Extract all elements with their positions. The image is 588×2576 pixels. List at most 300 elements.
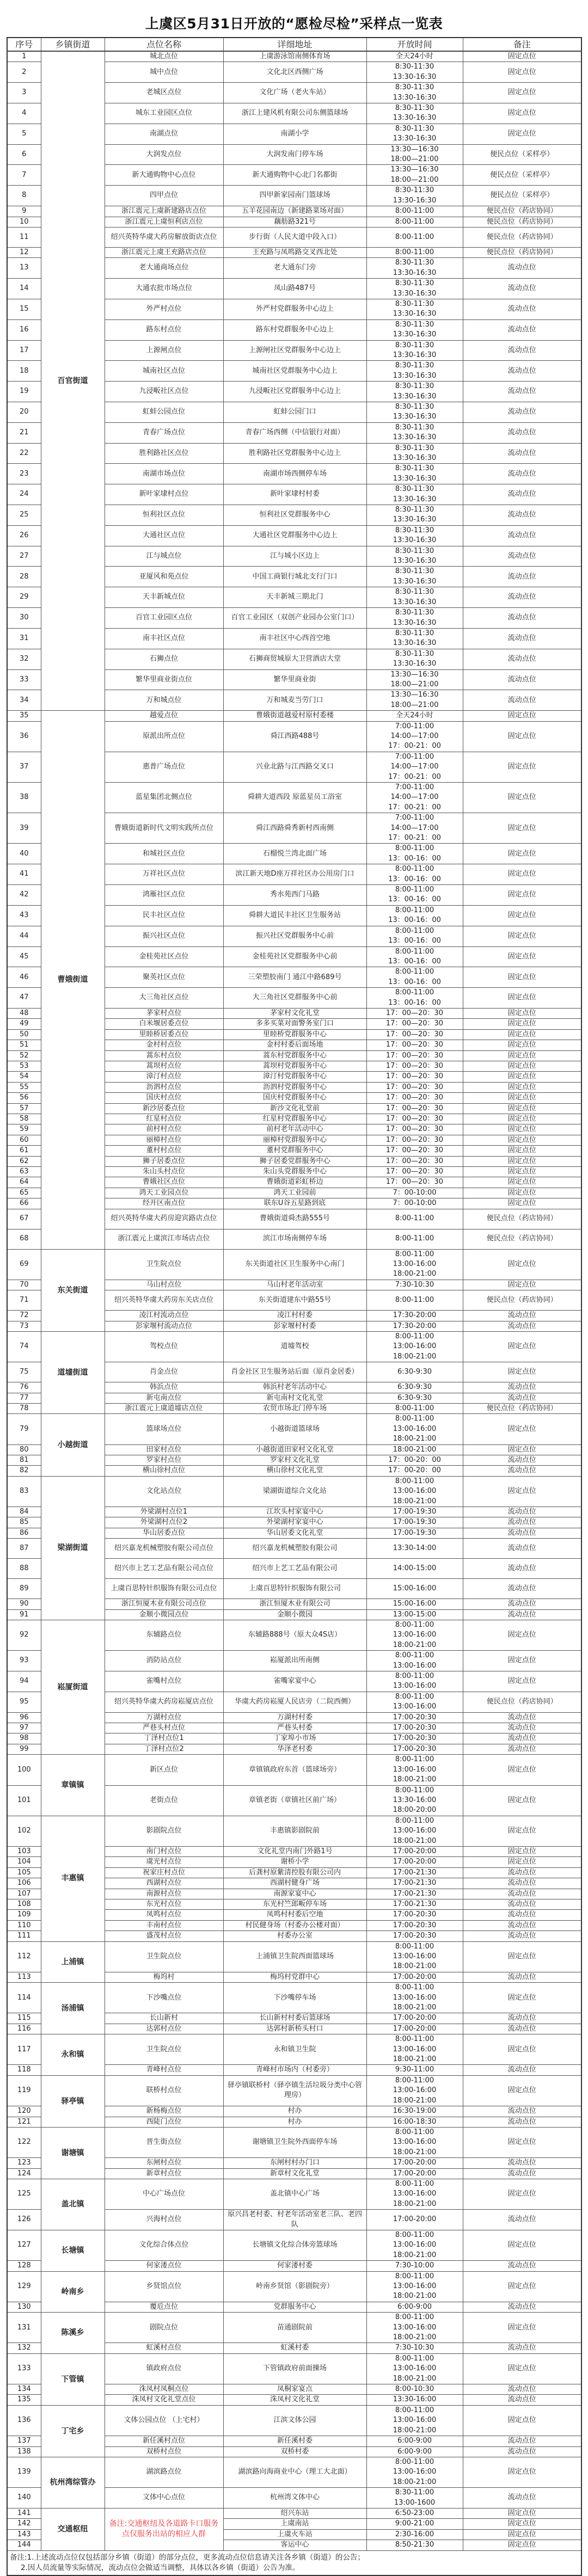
site-remark: 固定点位 <box>463 2519 581 2529</box>
town-cell: 杭州湾综管办 <box>41 2457 105 2508</box>
row-number: 58 <box>7 1114 41 1124</box>
row-number: 73 <box>7 1321 41 1331</box>
site-address: 江与城小区边上 <box>223 546 366 567</box>
table-row <box>7 51 581 62</box>
open-time: 17：00—20：30 <box>366 1019 463 1029</box>
site-name: 蒿坝村点位 <box>105 1061 223 1071</box>
site-name: 横山徐村点位 <box>105 1466 223 1476</box>
site-remark: 固定点位 <box>463 1114 581 1124</box>
open-time: 8:30-11:30 13:30-16:30 <box>366 525 463 546</box>
row-number: 34 <box>7 690 41 711</box>
site-address: 文化礼堂内南门外路1号 <box>223 1846 366 1856</box>
row-number: 12 <box>7 247 41 257</box>
site-remark: 流动点位 <box>463 319 581 340</box>
open-time: 8:00-11:00 13：00-16：00 <box>366 988 463 1009</box>
row-number: 52 <box>7 1050 41 1061</box>
site-address: 永和镇卫生院 <box>223 2034 366 2065</box>
row-number: 36 <box>7 721 41 752</box>
site-remark: 固定点位 <box>463 905 581 926</box>
site-name: 彭家堰村流动点位 <box>105 1321 223 1331</box>
table-row <box>7 2313 581 2343</box>
open-time: 8:00-11:00 13:00-16:00 18:00-21:00 <box>366 2405 463 2436</box>
open-time: 7:30-10:30 <box>366 1280 463 1290</box>
open-time: 8:00-11:00 13:00-16:00 18:00-21:00 <box>366 2353 463 2384</box>
site-name: 罗家村点位 <box>105 1455 223 1466</box>
open-time: 8:30-11:00 13:00-1600 <box>366 2488 463 2509</box>
site-name: 东闸村点位 <box>105 2158 223 2168</box>
site-remark: 流动点位 <box>463 1867 581 1878</box>
row-number: 80 <box>7 1444 41 1455</box>
site-remark: 固定点位 <box>463 1198 581 1209</box>
table-row <box>7 1476 581 1507</box>
row-number: 57 <box>7 1103 41 1114</box>
open-time: 6:30-9:30 <box>366 1362 463 1382</box>
site-name: 董村村点位 <box>105 1146 223 1156</box>
site-name: 上源闸点位 <box>105 340 223 361</box>
open-time: 7:00-11:00 14:00—17:00 17：00-21：00 <box>366 752 463 782</box>
site-name: 上虞百思特针织服饰有限公司点位 <box>105 1579 223 1599</box>
site-address: 董村党群服务中心 <box>223 1146 366 1156</box>
site-remark: 固定点位 <box>463 2529 581 2540</box>
site-address: 青峰村市场内（村委旁） <box>223 2065 366 2075</box>
site-address: 村办 <box>223 2106 366 2117</box>
open-time: 8:00-11:00 13:00-16:00 18:00-21:00 <box>366 2075 463 2106</box>
site-address: 石狮商贸城原大卫营酒店大堂 <box>223 649 366 669</box>
open-time: 13:30—16:30 18:00—21:00 <box>366 669 463 690</box>
site-address: 中国工商银行城北支行门口 <box>223 567 366 587</box>
open-time: 8:30-11:30 13:30-16:30 <box>366 649 463 669</box>
site-remark: 固定点位 <box>463 1332 581 1362</box>
site-remark: 固定点位 <box>463 926 581 946</box>
open-time: 8:30-11:30 13:30-16:30 <box>366 258 463 279</box>
open-time: 17:00-20:30 <box>366 1910 463 1920</box>
site-address: 凌江村村委 <box>223 1311 366 1321</box>
open-time: 8:30-11:30 13:30-16:30 <box>366 103 463 124</box>
site-remark: 固定点位 <box>463 1249 581 1280</box>
site-remark: 固定点位 <box>463 1362 581 1382</box>
site-name: 虹蚌公园点位 <box>105 402 223 422</box>
row-number: 133 <box>7 2353 41 2384</box>
open-time: 8:30-11:30 13:30-16:30 <box>366 124 463 144</box>
site-address: 江滨文体公园 <box>223 2405 366 2436</box>
site-name: 百官工业园区点位 <box>105 608 223 629</box>
site-address: 东关街道建东中路55号 <box>223 1290 366 1311</box>
table-row <box>7 1816 581 1846</box>
row-number: 135 <box>7 2395 41 2405</box>
site-address: 外严村党群服务中心边上 <box>223 299 366 319</box>
site-name: 卫生院点位 <box>105 1941 223 1972</box>
site-name: 外严村点位 <box>105 299 223 319</box>
row-number: 85 <box>7 1517 41 1528</box>
row-number: 53 <box>7 1061 41 1071</box>
site-remark: 流动点位 <box>463 1878 581 1889</box>
open-time: 7:00-11:00 14:00—17:00 17：00-21：00 <box>366 783 463 813</box>
site-name: 金顺小微园点位 <box>105 1609 223 1620</box>
site-address: 马山村老年活动室 <box>223 1280 366 1290</box>
site-remark: 便民点位（药店协同） <box>463 1290 581 1311</box>
site-remark: 固定点位 <box>463 1651 581 1671</box>
open-time: 8:30-11:30 13:30-16:30 <box>366 464 463 484</box>
site-remark: 固定点位 <box>463 1040 581 1050</box>
open-time: 13:30-16:00 <box>366 2395 463 2405</box>
town-cell: 梁湖街道 <box>41 1476 105 1620</box>
footnote-row <box>7 2550 581 2575</box>
open-time: 14:00-15:00 <box>366 1559 463 1579</box>
table-row <box>7 2353 581 2384</box>
open-time: 8:00-11:00 13:00-16:00 <box>366 1692 463 1712</box>
town-cell: 陈溪乡 <box>41 2313 105 2354</box>
site-remark: 流动点位 <box>463 1559 581 1579</box>
row-number: 110 <box>7 1920 41 1931</box>
open-time: 17：00—20：30 <box>366 1040 463 1050</box>
site-remark: 固定点位 <box>463 1050 581 1061</box>
site-remark: 便民点位（药店协同） <box>463 206 581 217</box>
open-time: 16:30-19:00 <box>366 2106 463 2117</box>
site-remark: 流动点位 <box>463 1899 581 1909</box>
site-address: 五羊花园南边（新建路菜场对面） <box>223 206 366 217</box>
row-number: 11 <box>7 227 41 247</box>
site-name: 恒利社区点位 <box>105 505 223 526</box>
row-number: 3 <box>7 83 41 103</box>
site-address: 老大通东门旁 <box>223 258 366 279</box>
site-name: 南丰社区点位 <box>105 628 223 649</box>
site-address: 洙凤村文化礼堂 <box>223 2395 366 2405</box>
row-number: 104 <box>7 1857 41 1867</box>
site-name: 新区点位 <box>105 1755 223 1785</box>
open-time: 8:00-11:00 <box>366 1290 463 1311</box>
row-number: 28 <box>7 567 41 587</box>
site-address: 浙江恒厦木业有限公司 <box>223 1599 366 1609</box>
site-name: 何家溇点位 <box>105 2261 223 2271</box>
site-name: 金村村点位 <box>105 1040 223 1050</box>
site-address: 横山徐村文化礼堂 <box>223 1466 366 1476</box>
site-remark: 固定点位 <box>463 2540 581 2550</box>
row-number: 22 <box>7 443 41 464</box>
site-address: 文化广场（老火车站） <box>223 83 366 103</box>
table-row <box>7 711 581 721</box>
row-number: 113 <box>7 1972 41 1982</box>
open-time: 8:00-11:00 13:00-16:00 18:00-21:00 <box>366 2034 463 2065</box>
open-time: 6:00-9:00 <box>366 2302 463 2312</box>
open-time: 8:30-11:30 13:30-16:30 <box>366 340 463 361</box>
row-number: 65 <box>7 1188 41 1198</box>
row-number: 142 <box>7 2519 41 2529</box>
site-remark: 便民点位（药店协同） <box>463 227 581 247</box>
row-number: 15 <box>7 299 41 319</box>
row-number: 8 <box>7 186 41 206</box>
row-number: 78 <box>7 1404 41 1414</box>
open-time: 13:30-14:00 <box>366 1539 463 1559</box>
open-time: 17:00-20:00 <box>366 2168 463 2179</box>
table-header-row <box>7 38 581 51</box>
open-time: 13:30—16:30 18:00—21:00 <box>366 144 463 165</box>
site-remark: 流动点位 <box>463 2395 581 2405</box>
open-time: 17：00—20：30 <box>366 1029 463 1040</box>
row-number: 14 <box>7 279 41 299</box>
row-number: 32 <box>7 649 41 669</box>
site-address: 凤鸣村村委后空地 <box>223 1910 366 1920</box>
site-name: 繁华里商业街点位 <box>105 669 223 690</box>
open-time: 13:30—16:30 18:00—21:00 <box>366 690 463 711</box>
site-name: 新任溪村点位 <box>105 2436 223 2446</box>
open-time: 17:00-20:00 <box>366 1846 463 1856</box>
site-address: 长山新村村委后篮球场 <box>223 2013 366 2024</box>
row-number: 72 <box>7 1311 41 1321</box>
header-remark: 备注 <box>463 38 581 51</box>
site-address: 双桥村委 <box>223 2446 366 2457</box>
open-time: 8:30-11:30 13:30-16:30 <box>366 443 463 464</box>
site-address: 藕舫路321号 <box>223 217 366 227</box>
open-time: 6:30-9:30 <box>366 1393 463 1403</box>
row-number: 74 <box>7 1332 41 1362</box>
site-address: 新屯南村文化礼堂 <box>223 1393 366 1403</box>
site-address: 湖滨路向海商业中心（理工大北面） <box>223 2457 366 2487</box>
site-remark: 固定点位 <box>463 1755 581 1785</box>
site-name: 里睦桥居委点位 <box>105 1029 223 1040</box>
row-number: 54 <box>7 1072 41 1082</box>
site-address: 曹娥街道彩虹桥边 <box>223 1177 366 1188</box>
row-number: 5 <box>7 124 41 144</box>
site-remark: 固定点位 <box>463 1941 581 1972</box>
site-name: 万和城点位 <box>105 690 223 711</box>
row-number: 48 <box>7 1008 41 1018</box>
open-time: 8:00-11:00 13:00-16:00 18:00-21:00 <box>366 2230 463 2260</box>
open-time: 8:00-11:00 13:00-16:00 18:00-21:00 <box>366 1816 463 1846</box>
row-number: 88 <box>7 1559 41 1579</box>
site-remark: 流动点位 <box>463 402 581 422</box>
site-remark: 流动点位 <box>463 2488 581 2509</box>
site-name: 绍兴嘉龙机械塑胶有限公司点位 <box>105 1539 223 1559</box>
row-number: 143 <box>7 2529 41 2540</box>
site-address: 新任溪村委 <box>223 2436 366 2446</box>
open-time: 8:50-21:30 <box>366 2540 463 2550</box>
site-address: 达郭村新桥头村口 <box>223 2024 366 2034</box>
site-address: 肖金社区卫生服务站后面（原肖金居委） <box>223 1362 366 1382</box>
row-number: 108 <box>7 1899 41 1909</box>
site-address: 新沙文化礼堂前 <box>223 1103 366 1114</box>
site-remark: 固定点位 <box>463 124 581 144</box>
open-time: 8:00-11:00 13：00-16：00 <box>366 926 463 946</box>
row-number: 64 <box>7 1177 41 1188</box>
site-remark: 固定点位 <box>463 62 581 83</box>
site-address: 茅家村文化礼堂 <box>223 1008 366 1018</box>
site-remark: 流动点位 <box>463 443 581 464</box>
open-time: 17:00-20:30 <box>366 1723 463 1733</box>
row-number: 107 <box>7 1889 41 1899</box>
header-open-time: 开放时间 <box>366 38 463 51</box>
open-time: 17:00-21:30 <box>366 1867 463 1878</box>
table-row <box>7 1755 581 1785</box>
site-name: 南湖市场点位 <box>105 464 223 484</box>
footnote <box>7 2550 581 2575</box>
site-name: 剧院点位 <box>105 2313 223 2343</box>
site-name: 绍兴市上艺工艺品有限公司点位 <box>105 1559 223 1579</box>
site-remark: 固定点位 <box>463 1188 581 1198</box>
site-address: 村办 <box>223 2117 366 2127</box>
site-address: 小越街道田家村文化礼堂 <box>223 1444 366 1455</box>
open-time: 8:30-11:30 13:30-16:30 <box>366 319 463 340</box>
site-address: 东关街道社区卫生服务中心南门 <box>223 1249 366 1280</box>
site-address: 驿亭镇联桥村（驿亭镇生活垃圾分类中心管理房） <box>223 2075 366 2106</box>
site-remark: 固定点位 <box>463 864 581 885</box>
site-address: 三荣塑胶南门 通江中路689号 <box>223 967 366 988</box>
site-name: 江与城点位 <box>105 546 223 567</box>
open-time: 17:00-19:30 <box>366 1517 463 1528</box>
site-address: 虹溪村委 <box>223 2343 366 2353</box>
site-address: 恒利社区党群服务中心 <box>223 505 366 526</box>
header-town: 乡镇街道 <box>41 38 105 51</box>
town-cell: 曹娥街道 <box>41 711 105 1249</box>
site-address: 梁湖街道综合文化站 <box>223 1476 366 1507</box>
site-address: 崧厦派出所南侧 <box>223 1651 366 1671</box>
row-number: 17 <box>7 340 41 361</box>
row-number: 122 <box>7 2127 41 2157</box>
open-time: 8:30-11:30 13:30-16:30 <box>366 567 463 587</box>
site-address: 滨江市场南侧停车场 <box>223 1229 366 1249</box>
site-name: 大润发点位 <box>105 144 223 165</box>
table-row <box>7 1414 581 1444</box>
site-address: 南丰社区中心西首空地 <box>223 628 366 649</box>
open-time: 17：00—20：30 <box>366 1156 463 1166</box>
site-name: 马山村点位 <box>105 1280 223 1290</box>
town-cell: 交通枢纽 <box>41 2508 105 2550</box>
site-remark: 流动点位 <box>463 2436 581 2446</box>
site-remark: 固定点位 <box>463 1072 581 1082</box>
row-number: 45 <box>7 946 41 967</box>
site-name: 狮子居委点位 <box>105 1156 223 1166</box>
town-cell: 小越街道 <box>41 1414 105 1476</box>
site-remark: 流动点位 <box>463 2065 581 2075</box>
site-name: 万祥社区点位 <box>105 864 223 885</box>
open-time: 17：00—20：30 <box>366 1103 463 1114</box>
site-address: 百官工业园区（双创产业园办公室门口） <box>223 608 366 629</box>
row-number: 109 <box>7 1910 41 1920</box>
row-number: 62 <box>7 1156 41 1166</box>
town-cell: 丁宅乡 <box>41 2405 105 2457</box>
row-number: 97 <box>7 1723 41 1733</box>
row-number: 125 <box>7 2179 41 2209</box>
row-number: 121 <box>7 2117 41 2127</box>
site-name: 老城区点位 <box>105 83 223 103</box>
site-name: 祝家庄村点位 <box>105 1867 223 1878</box>
site-address: 章镇镇政府东首（篮球场旁） <box>223 1755 366 1785</box>
open-time: 17:30-20:00 <box>366 1311 463 1321</box>
town-cell: 下管镇 <box>41 2353 105 2405</box>
site-remark: 便民点位（药店协同） <box>463 1229 581 1249</box>
site-name: 外梁湖村点位2 <box>105 1517 223 1528</box>
row-number: 35 <box>7 711 41 721</box>
site-remark: 固定点位 <box>463 783 581 813</box>
table-row <box>7 2457 581 2487</box>
row-number: 116 <box>7 2024 41 2034</box>
site-remark: 固定点位 <box>463 946 581 967</box>
open-time: 17:00-19:30 <box>366 1507 463 1517</box>
row-number: 19 <box>7 382 41 402</box>
site-remark: 固定点位 <box>463 2127 581 2157</box>
open-time: 8:30-11:30 13:30-16:30 <box>366 587 463 608</box>
site-remark: 流动点位 <box>463 1744 581 1754</box>
town-cell: 丰惠镇 <box>41 1816 105 1941</box>
row-number: 59 <box>7 1124 41 1135</box>
site-address: 东光村竺郎畈停车场 <box>223 1899 366 1909</box>
site-name: 文体公园点位 （上宅村） <box>105 2405 223 2436</box>
open-time: 17：00—20：30 <box>366 1135 463 1145</box>
site-name: 肖金点位 <box>105 1362 223 1382</box>
site-name: 华山居委点位 <box>105 1528 223 1538</box>
site-address: 章镇老街（章镇社区前广场） <box>223 1785 366 1816</box>
site-address: 联东U谷五星路到底 <box>223 1198 366 1209</box>
site-address: 舜耕大道西段 原蓝星员工浴室 <box>223 783 366 813</box>
row-number: 77 <box>7 1393 41 1403</box>
open-time: 6:50-23:00 <box>366 2508 463 2518</box>
site-remark: 固定点位 <box>463 1280 581 1290</box>
open-time: 17：00—20：30 <box>366 1146 463 1156</box>
site-remark: 流动点位 <box>463 1382 581 1393</box>
open-time: 8:30-11:30 13:30-16:30 <box>366 628 463 649</box>
site-address: 杭州湾文体中心 <box>223 2488 366 2509</box>
site-remark: 流动点位 <box>463 546 581 567</box>
site-address: 农贸市场北门停车场 <box>223 1404 366 1414</box>
row-number: 118 <box>7 2065 41 2075</box>
site-name: 凤鸣村点位 <box>105 1910 223 1920</box>
site-address: 滨江新天地D座万祥社区办公用房门口 <box>223 864 366 885</box>
site-address: 梅坞村党群中心 <box>223 1972 366 1982</box>
site-address: 大三角社区党群服务中心前 <box>223 988 366 1009</box>
site-name: 胜利路社区点位 <box>105 443 223 464</box>
open-time: 15:00-16:00 <box>366 1579 463 1599</box>
site-remark: 流动点位 <box>463 2343 581 2353</box>
site-address: 盖北镇中心广场 <box>223 2179 366 2209</box>
open-time: 17:00-20:00 <box>366 2013 463 2024</box>
row-number: 83 <box>7 1476 41 1507</box>
open-time: 17:00-20:30 <box>366 1920 463 1931</box>
site-remark: 固定点位 <box>463 1785 581 1816</box>
site-name: 双桥村点位 <box>105 2446 223 2457</box>
site-name: 城北点位 <box>105 51 223 62</box>
row-number: 138 <box>7 2446 41 2457</box>
site-address: 东闸村村办门口 <box>223 2158 366 2168</box>
row-number: 103 <box>7 1846 41 1856</box>
site-remark: 固定点位 <box>463 1177 581 1188</box>
site-address: 苗通剧院前 <box>223 2313 366 2343</box>
site-remark: 流动点位 <box>463 669 581 690</box>
open-time: 8:00-11:00 13:00-16:00 18:00-21:00 <box>366 1332 463 1362</box>
site-name: 越爱点位 <box>105 711 223 721</box>
open-time: 8:00-11:00 <box>366 227 463 247</box>
site-name: 蓝星集团北侧点位 <box>105 783 223 813</box>
open-time: 8:00-11:00 13:00-16:00 18:00-21:00 <box>366 2457 463 2487</box>
site-name: 城南社区点位 <box>105 361 223 382</box>
site-remark: 流动点位 <box>463 2158 581 2168</box>
page-title: 上虞区5月31日开放的“愿检尽检”采样点一览表 <box>145 16 443 32</box>
site-remark: 固定点位 <box>463 103 581 124</box>
open-time: 6:00-9:00 <box>366 2446 463 2457</box>
open-time: 8:00-11:00 13:00-16:00 18:00-21:00 <box>366 1414 463 1444</box>
open-time: 17:00-20:00 <box>366 2024 463 2034</box>
site-address: 万湖村村委 <box>223 1712 366 1723</box>
open-time: 8:00-11:00 13:00-16:00 18:00-21:00 <box>366 1249 463 1280</box>
table-body <box>7 51 581 2550</box>
open-time: 17：00-20：00 <box>366 1455 463 1466</box>
site-name: 聚英社区点位 <box>105 967 223 988</box>
site-name: 民丰社区点位 <box>105 905 223 926</box>
open-time: 7:30-10:30 <box>366 2343 463 2353</box>
site-name: 西陡门点位 <box>105 2117 223 2127</box>
site-remark: 流动点位 <box>463 1321 581 1331</box>
table-row <box>7 1983 581 2013</box>
row-number: 106 <box>7 1878 41 1889</box>
row-number: 127 <box>7 2230 41 2260</box>
